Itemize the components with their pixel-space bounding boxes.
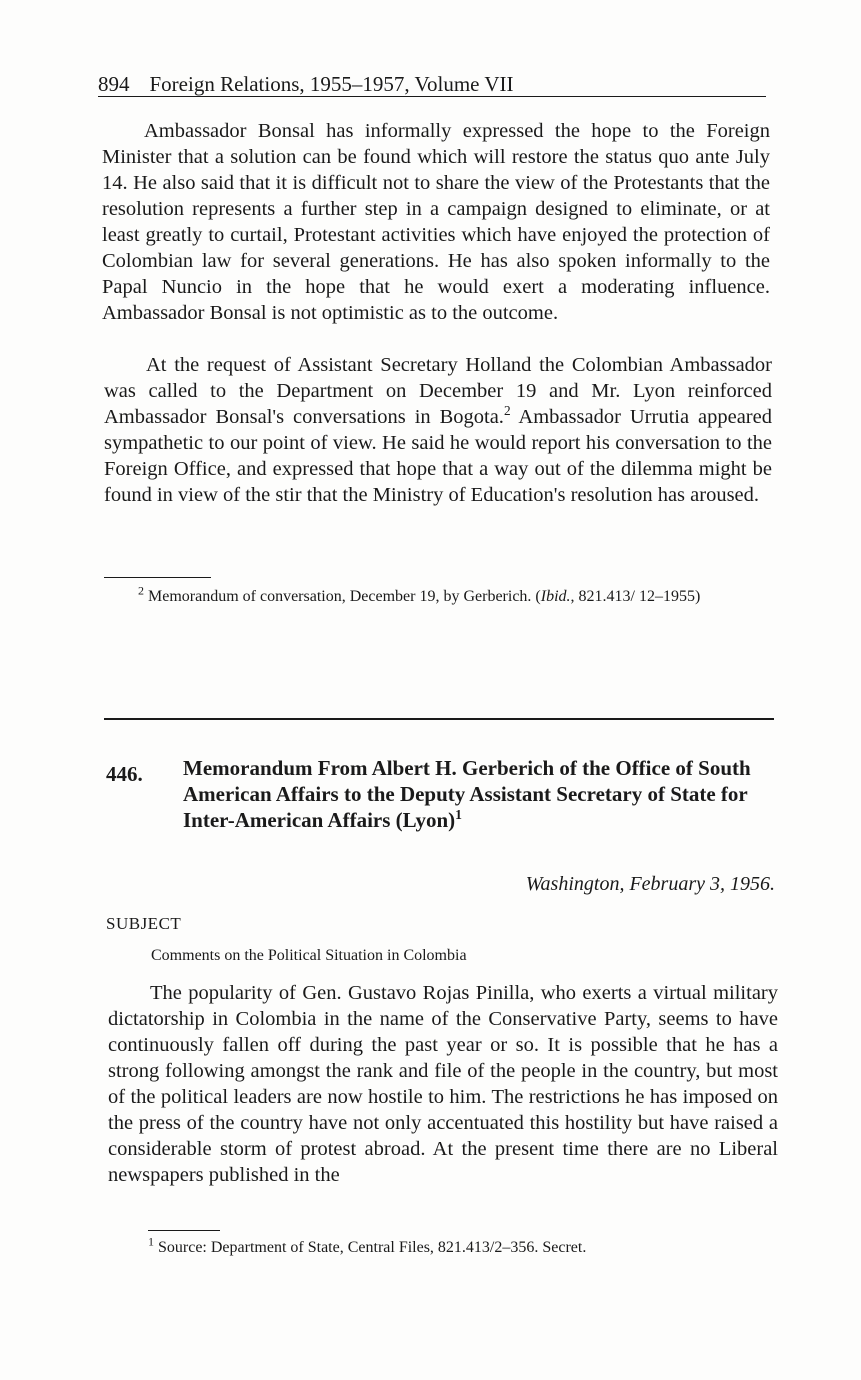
subject-text: Comments on the Political Situation in Colombia (151, 947, 467, 964)
footnote-ref-1[interactable]: 1 (455, 807, 462, 822)
footnote-2-text-a: Memorandum of conversation, December 19, by Gerberich. ( (148, 588, 541, 605)
footnote-1-text: Source: Department of State, Central Files, 821.413/2–356. Secret. (158, 1239, 587, 1256)
body-paragraph-2 (104, 352, 772, 508)
footnote-ref-2[interactable]: 2 (503, 403, 511, 419)
dateline: Washington, February 3, 1956. (525, 873, 775, 895)
footnote-2 (104, 583, 772, 608)
body-paragraph-1: Ambassador Bonsal has informally expressed the hope to the Foreign Minister that a solution can be found which will restore the status quo ante July 14. He also said that it is difficult not to share the view of the Protestants that the resolution represents a further step in a campaign designed to eliminate, or at least greatly to curtail, Protestant activities which have enjoyed the protection of Colombian law for several generations. He has also spoken informally to the Papal Nuncio in the hope that he would exert a moderating influence. Ambassador Bonsal is not optimistic as to the outcome. (102, 120, 770, 324)
document-paragraph-1: The popularity of Gen. Gustavo Rojas Pinilla, who exerts a virtual military dictatorship in Colombia in the name of the Conservative Party, seems to have continuously fallen off during the past year or so. It is possible that he has a strong following amongst the rank and file of the people in the country, but most of the political leaders are now hostile to him. The restrictions he has imposed on the press of the country have not only accentuated this hostility but have raised a considerable storm of protest abroad. At the present time there are no Liberal newspapers published in the (108, 982, 778, 1186)
running-header (98, 72, 766, 97)
footnote-divider-bottom (148, 1230, 220, 1231)
footnote-1-marker: 1 (148, 1234, 154, 1249)
footnote-divider-top (104, 577, 211, 578)
running-title: Foreign Relations, 1955–1957, Volume VII (149, 72, 514, 96)
document-title-text: Memorandum From Albert H. Gerberich of the Office of South American Affairs to the Deputy Assistant Secretary of State for Inter-American Affairs (Lyon) (183, 756, 751, 832)
footnote-2-text-b: , 821.413/ 12–1955) (570, 588, 701, 605)
paragraph-2-text-a: At the request of Assistant Secretary Holland the Colombian Ambassador was called to the Department on December 19 and Mr. Lyon reinforced Ambassador Bonsal's conversations in Bogota. (104, 354, 772, 428)
footnote-2-marker: 2 (138, 583, 144, 598)
subject-label: SUBJECT (106, 914, 182, 933)
page-number: 894 (98, 72, 130, 96)
paragraph-2-text-b: Ambassador Urrutia appeared sympathetic to our point of view. He said he would report his conversation to the Foreign Office, and expressed that hope that a way out of the dilemma might be found in view of the stir that the Ministry of Education's resolution has aroused. (104, 406, 772, 506)
footnote-1 (148, 1234, 768, 1259)
footnote-2-ibid: Ibid. (540, 588, 571, 605)
document-number: 446. (106, 762, 143, 786)
document-title (183, 755, 778, 833)
section-divider (104, 718, 774, 720)
